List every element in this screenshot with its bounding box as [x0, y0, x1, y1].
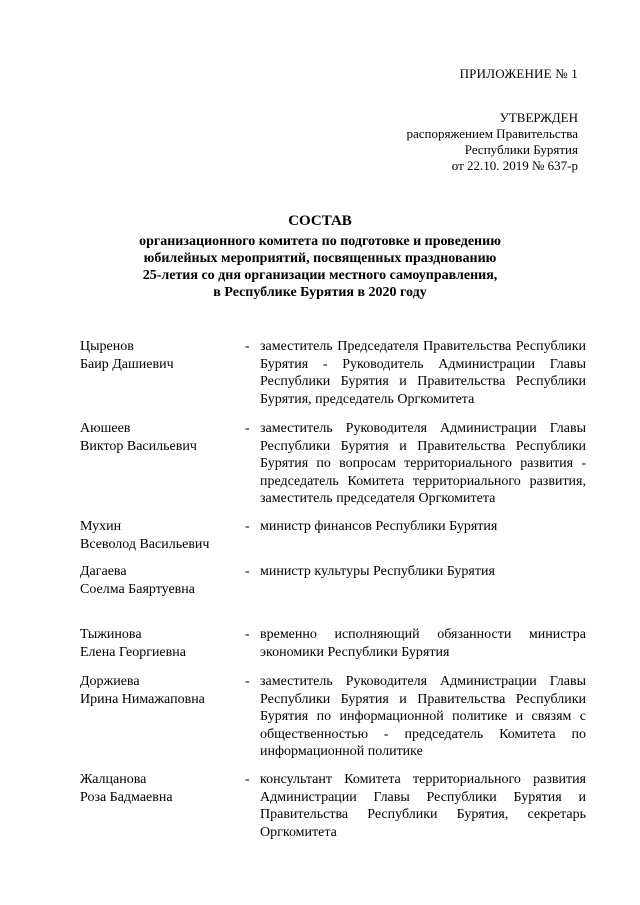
approval-line-3: Республики Бурятия: [464, 142, 578, 157]
member-name: [80, 518, 240, 553]
member-role: министр культуры Республики Бурятия: [260, 564, 495, 579]
member-name: [80, 563, 240, 598]
approval-stamp: [406, 110, 578, 174]
member-role: министр финансов Республики Бурятия: [260, 519, 498, 534]
member-name: [80, 420, 240, 455]
document-title: [60, 211, 580, 301]
separator-dash: -: [245, 674, 250, 689]
title-line-3: 25-летия со дня организации местного самоуправления,: [142, 268, 498, 283]
approval-line-2: распоряжением Правительства: [406, 126, 578, 141]
member-role: заместитель Председателя Правительства Республики Бурятия - Руководитель Администрации Главы Республики Бурятия и Правительства Республики Бурятия, председатель Оргкомитета: [260, 339, 586, 407]
separator-dash: -: [245, 519, 250, 534]
separator-dash: -: [245, 627, 250, 642]
member-given-name: Баир Дашиевич: [80, 356, 174, 372]
member-name: [80, 626, 240, 661]
member-role: консультант Комитета территориального развития Администрации Главы Республики Бурятия и Правительства Республики Бурятия, секретарь Оргкомитета: [260, 772, 586, 840]
member-given-name: Виктор Васильевич: [80, 438, 197, 454]
title-line-2: юбилейных мероприятий, посвященных празднованию: [143, 251, 497, 266]
member-surname: Жалцанова: [80, 772, 147, 787]
member-given-name: Елена Георгиевна: [80, 644, 186, 660]
member-name: [80, 673, 240, 708]
member-surname: Тыжинова: [80, 627, 142, 642]
member-surname: Цыренов: [80, 339, 134, 354]
member-role: временно исполняющий обязанности министра экономики Республики Бурятия: [260, 627, 586, 660]
separator-dash: -: [245, 564, 250, 579]
approval-line-4: от 22.10. 2019 № 637-р: [451, 158, 578, 173]
member-role: заместитель Руководителя Администрации Главы Республики Бурятия и Правительства Республики Бурятия по вопросам территориального развития - председатель Комитета территориального развития, заместитель председателя Оргкомитета: [260, 421, 586, 506]
separator-dash: -: [245, 772, 250, 787]
title-line-4: в Республике Бурятия в 2020 году: [213, 285, 427, 300]
appendix-label: ПРИЛОЖЕНИЕ № 1: [459, 66, 578, 81]
member-role: заместитель Руководителя Администрации Главы Республики Бурятия и Правительства Республики Бурятия по информационной политике и связям с общественностью - председатель Комитета по информационной политике: [260, 674, 586, 759]
separator-dash: -: [245, 421, 250, 436]
member-surname: Мухин: [80, 519, 122, 534]
member-surname: Доржиева: [80, 674, 140, 689]
member-given-name: Роза Бадмаевна: [80, 789, 173, 805]
title-line-1: организационного комитета по подготовке и проведению: [139, 234, 501, 249]
member-given-name: Соелма Баяртуевна: [80, 581, 195, 597]
member-given-name: Всеволод Васильевич: [80, 536, 210, 552]
approval-line-1: УТВЕРЖДЕН: [499, 110, 578, 125]
separator-dash: -: [245, 339, 250, 354]
member-surname: Дагаева: [80, 564, 127, 579]
member-given-name: Ирина Нимажаповна: [80, 691, 205, 707]
member-name: [80, 771, 240, 806]
member-surname: Аюшеев: [80, 421, 131, 436]
title-main: СОСТАВ: [288, 213, 352, 229]
member-name: [80, 338, 240, 373]
